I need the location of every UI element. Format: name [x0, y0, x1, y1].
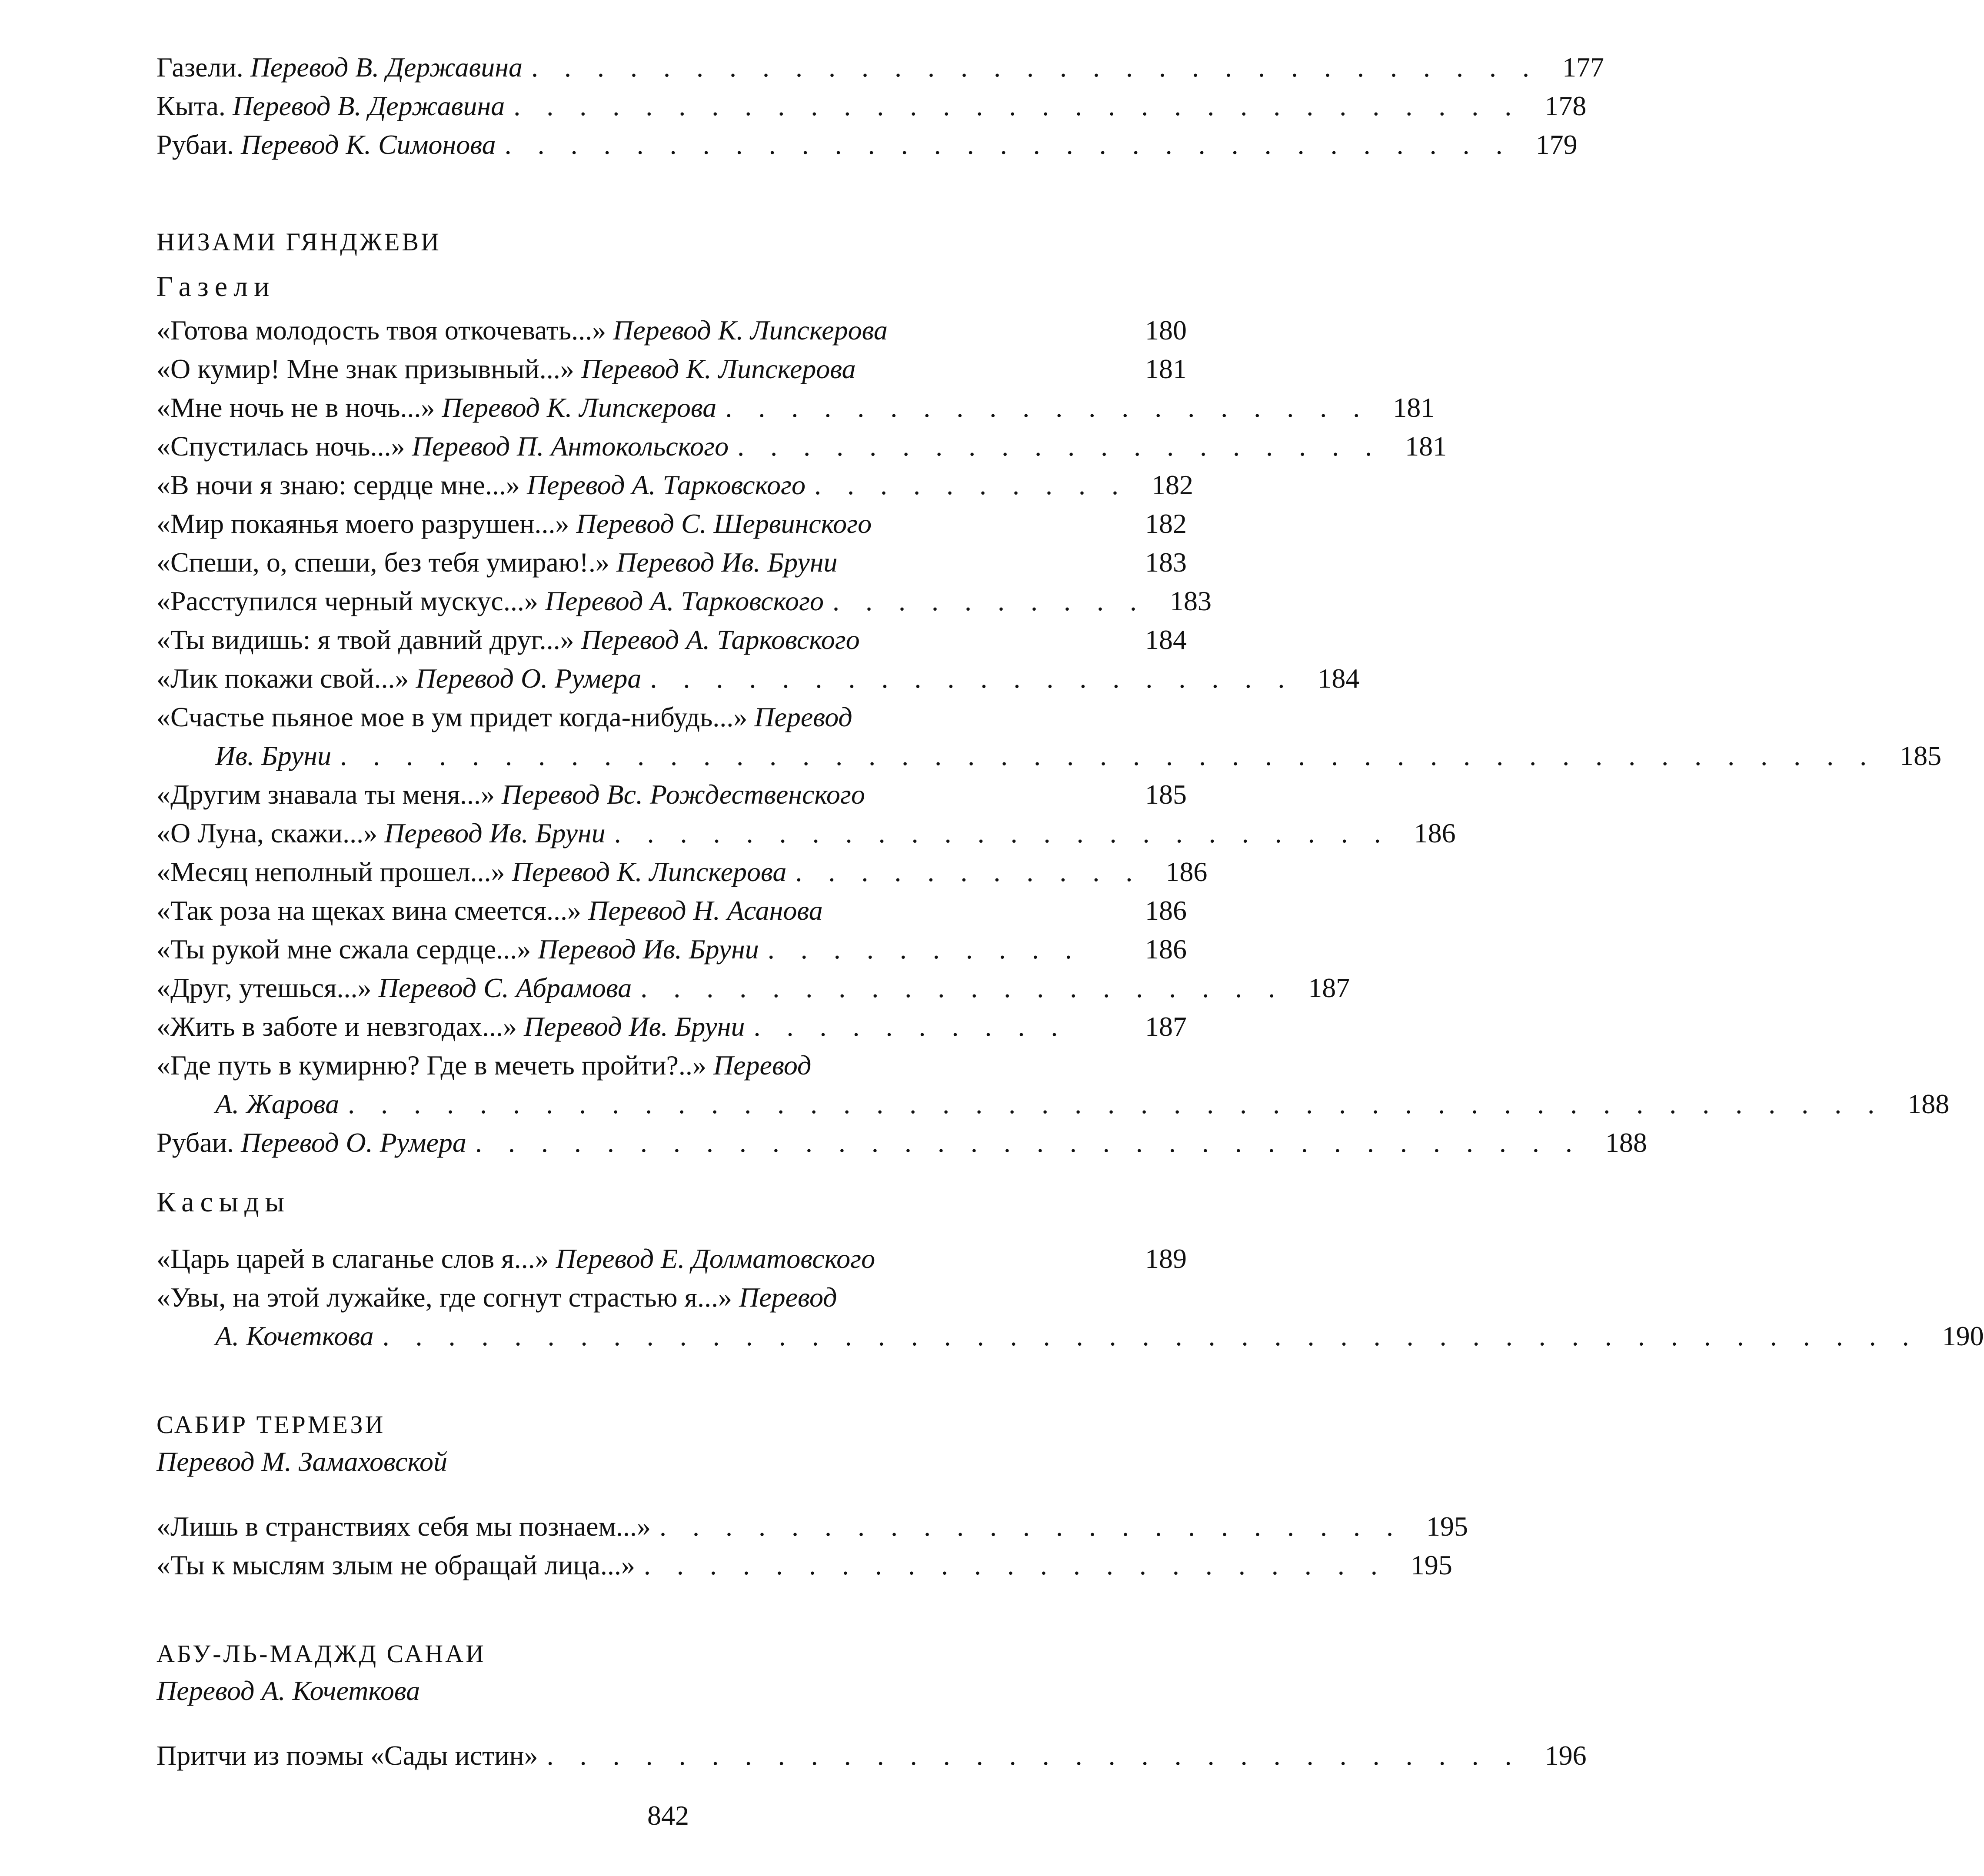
section-heading: Газели: [156, 271, 276, 303]
dot-leader: . . . . . . . . . . . . . . . . . . . . . . .: [659, 1511, 1403, 1542]
page-number: 180: [1145, 315, 1187, 346]
dot-leader: . . . . . . . . . . . . . . . . . . . .: [725, 392, 1370, 423]
toc-entry: «Ты к мыслям злым не обращай лица...» . . . . . . . . . . . . . . . . . . . . . . . 195: [156, 1546, 1187, 1584]
toc-entry: «Мир покаянья моего разрушен...» Перевод С. Шервинского 182: [156, 504, 1187, 543]
page-number: 187: [1308, 972, 1350, 1003]
toc-entry: «Ты рукой мне сжала сердце...» Перевод Ив. Бруни . . . . . . . . . . 186: [156, 930, 1187, 968]
toc-page: [156, 48, 1984, 1775]
author-heading: АБУ-ЛЬ-МАДЖД САНАИ: [156, 1640, 486, 1668]
toc-entry: «Жить в заботе и невзгодах...» Перевод Ив. Бруни . . . . . . . . . . 187: [156, 1007, 1187, 1046]
author-translator: Перевод М. Замаховской: [156, 1446, 447, 1477]
toc-group-sabir: [156, 1507, 1468, 1584]
toc-entry: «Готова молодость твоя откочевать...» Перевод К. Липскерова 180: [156, 311, 1187, 349]
toc-entry-wrapped: «Счастье пьяное мое в ум придет когда-нибудь...» Перевод: [156, 702, 852, 732]
page-number: 182: [1152, 469, 1193, 500]
author-heading: НИЗАМИ ГЯНДЖЕВИ: [156, 228, 441, 256]
page-number: 184: [1145, 624, 1187, 655]
page-number: 181: [1405, 431, 1447, 462]
toc-entry: Рубаи. Перевод К. Симонова . . . . . . . . . . . . . . . . . . . . . . . . . . . . . . . 179: [156, 125, 1187, 164]
page-number: 178: [1545, 90, 1587, 121]
dot-leader: . . . . . . . . . . . . . . . . . . . . . . . . . . . . . . . . . . . . . . . . . . . . . . .: [340, 740, 1877, 771]
page-number: 186: [1145, 895, 1187, 926]
toc-entry: «Месяц неполный прошел...» Перевод К. Липскерова . . . . . . . . . . . 186: [156, 852, 1187, 891]
page-number: 196: [1545, 1740, 1587, 1771]
dot-leader: . . . . . . . . . .: [814, 469, 1128, 500]
section-heading: Касыды: [156, 1186, 291, 1218]
toc-entry: «Мне ночь не в ночь...» Перевод К. Липскерова . . . . . . . . . . . . . . . . . . . . 181: [156, 388, 1187, 427]
dot-leader: . . . . . . . . . . . . . . . . . . . . . . . . . . . . . . .: [504, 129, 1512, 160]
page-number: 190: [1942, 1321, 1984, 1351]
dot-leader: . . . . . . . . . . . . . . . . . . . . . . . . . . . . . .: [546, 1740, 1521, 1771]
toc-group-kasydy: [156, 1239, 1984, 1355]
page-number: 184: [1318, 663, 1360, 694]
page-number: 183: [1170, 585, 1212, 616]
dot-leader: . . . . . . . . . . . . . . . . . . . . . . . .: [614, 818, 1391, 848]
dot-leader: . . . . . . . . . . . . . . . . . . . .: [650, 663, 1295, 694]
dot-leader: . . . . . . . . . .: [753, 1011, 1068, 1042]
toc-entry-continuation: Ив. Бруни . . . . . . . . . . . . . . . . . . . . . . . . . . . . . . . . . . . . . . . . . . . . . . . 185: [156, 736, 1187, 775]
page-number: 195: [1410, 1550, 1452, 1580]
toc-group-gazeli: [156, 311, 1950, 1162]
toc-entry: Рубаи. Перевод О. Румера . . . . . . . . . . . . . . . . . . . . . . . . . . . . . . . . . . 188: [156, 1123, 1187, 1162]
dot-leader: . . . . . . . . . . . . . . . . . . . .: [640, 972, 1285, 1003]
dot-leader: . . . . . . . . . . .: [795, 856, 1142, 887]
toc-entry: «Другим знавала ты меня...» Перевод Вс. Рождественского 185: [156, 775, 1187, 814]
page-number: 189: [1145, 1243, 1187, 1274]
toc-group-top: [156, 48, 1605, 164]
toc-entry-continuation: А. Жарова . . . . . . . . . . . . . . . . . . . . . . . . . . . . . . . . . . . . . . . . . . . . . . . 188: [156, 1084, 1187, 1123]
page-number: 179: [1535, 129, 1578, 160]
dot-leader: . . . . . . . . . . . . . . . . . . . . . . . . . . . . . . .: [531, 52, 1539, 83]
toc-entry: Газели. Перевод В. Державина . . . . . . . . . . . . . . . . . . . . . . . . . . . . . . . 177: [156, 48, 1187, 86]
page-number: 181: [1393, 392, 1435, 423]
page-footer-number: 842: [647, 1800, 689, 1831]
dot-leader: . . . . . . . . . . . . . . . . . . . . . . .: [643, 1550, 1387, 1580]
dot-leader: . . . . . . . . . .: [767, 934, 1082, 965]
page-number: 183: [1145, 547, 1187, 578]
toc-entry: «Так роза на щеках вина смеется...» Перевод Н. Асанова 186: [156, 891, 1187, 930]
toc-entry: «Лишь в странствиях себя мы познаем...» . . . . . . . . . . . . . . . . . . . . . . . 195: [156, 1507, 1187, 1546]
dot-leader: . . . . . . . . . . . . . . . . . . . . . . . . . . . . . . . . . .: [475, 1127, 1582, 1158]
page-number: 188: [1605, 1127, 1647, 1158]
toc-entry: «Спустилась ночь...» Перевод П. Антокольского . . . . . . . . . . . . . . . . . . . . 181: [156, 427, 1187, 466]
toc-entry-wrapped: «Где путь в кумирню? Где в мечеть пройти?..» Перевод: [156, 1050, 812, 1081]
dot-leader: . . . . . . . . . . . . . . . . . . . . . . . . . . . . . . .: [513, 90, 1521, 121]
toc-entry: «Царь царей в слаганье слов я...» Перевод Е. Долматовского 189: [156, 1239, 1187, 1278]
dot-leader: . . . . . . . . . . . . . . . . . . . . . . . . . . . . . . . . . . . . . . . . . . . . . . .: [348, 1088, 1884, 1119]
page-number: 186: [1145, 934, 1187, 965]
dot-leader: . . . . . . . . . . . . . . . . . . . .: [737, 431, 1382, 462]
page-number: 186: [1165, 856, 1208, 887]
page-number: 188: [1907, 1088, 1950, 1119]
toc-entry: «Расступился черный мускус...» Перевод А. Тарковского . . . . . . . . . . 183: [156, 582, 1187, 620]
toc-entry: «В ночи я знаю: сердце мне...» Перевод А. Тарковского . . . . . . . . . . 182: [156, 466, 1187, 504]
toc-entry: «Лик покажи свой...» Перевод О. Румера . . . . . . . . . . . . . . . . . . . . 184: [156, 659, 1187, 698]
page-number: 177: [1562, 52, 1605, 83]
toc-entry: «О Луна, скажи...» Перевод Ив. Бруни . . . . . . . . . . . . . . . . . . . . . . . . 186: [156, 814, 1187, 852]
page-number: 195: [1426, 1511, 1468, 1542]
toc-entry: Кыта. Перевод В. Державина . . . . . . . . . . . . . . . . . . . . . . . . . . . . . . . 178: [156, 86, 1187, 125]
toc-entry-continuation: А. Кочеткова . . . . . . . . . . . . . . . . . . . . . . . . . . . . . . . . . . . . . . . . . . . . . . . 190: [156, 1317, 1187, 1355]
toc-entry: Притчи из поэмы «Сады истин» . . . . . . . . . . . . . . . . . . . . . . . . . . . . . . 196: [156, 1736, 1187, 1775]
toc-entry: «О кумир! Мне знак призывный...» Перевод К. Липскерова 181: [156, 349, 1187, 388]
page-number: 186: [1414, 818, 1456, 848]
page-number: 181: [1145, 353, 1187, 384]
toc-entry: «Друг, утешься...» Перевод С. Абрамова . . . . . . . . . . . . . . . . . . . . 187: [156, 968, 1187, 1007]
toc-entry: «Спеши, о, спеши, без тебя умираю!.» Перевод Ив. Бруни 183: [156, 543, 1187, 582]
author-heading: САБИР ТЕРМЕЗИ: [156, 1410, 386, 1439]
page-number: 185: [1900, 740, 1942, 771]
dot-leader: . . . . . . . . . . . . . . . . . . . . . . . . . . . . . . . . . . . . . . . . . . . . . . .: [382, 1321, 1919, 1351]
page-number: 187: [1145, 1011, 1187, 1042]
author-translator: Перевод А. Кочеткова: [156, 1675, 420, 1706]
page-number: 185: [1145, 779, 1187, 810]
toc-entry: «Ты видишь: я твой давний друг...» Перевод А. Тарковского 184: [156, 620, 1187, 659]
toc-entry-wrapped: «Увы, на этой лужайке, где согнут страстью я...» Перевод: [156, 1282, 837, 1313]
dot-leader: . . . . . . . . . .: [832, 585, 1146, 616]
page-number: 182: [1145, 508, 1187, 539]
